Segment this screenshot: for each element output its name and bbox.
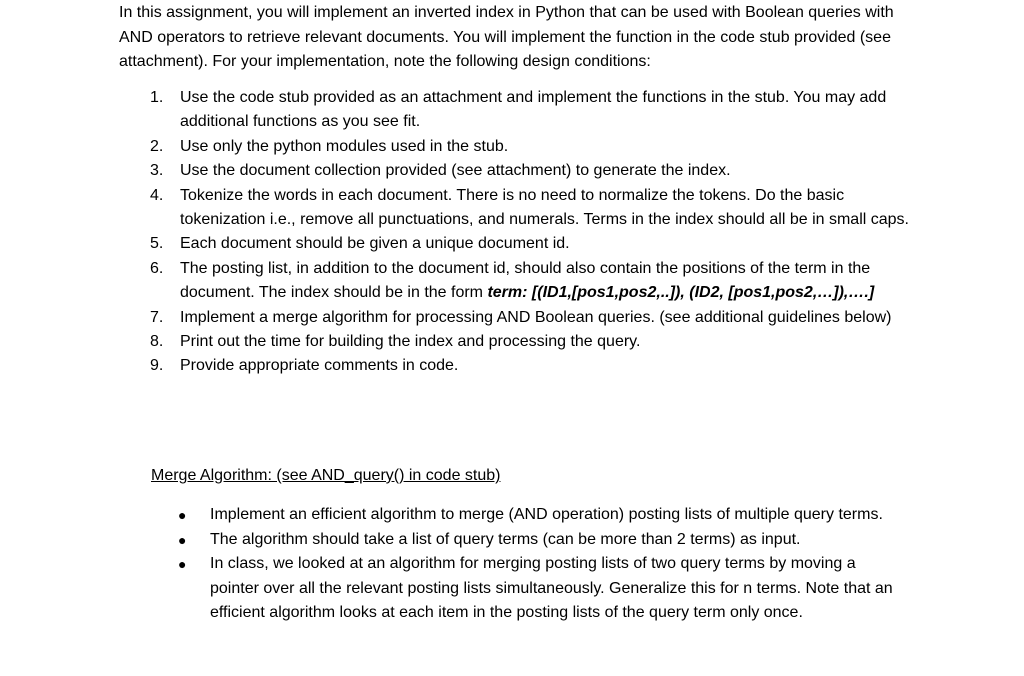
list-item (178, 528, 898, 553)
list-item-number: 8. (150, 333, 164, 351)
list-item-number: 3. (150, 162, 164, 180)
list-item (150, 135, 910, 159)
intro-text: In this assignment, you will implement an inverted index in Python that can be used with Boolean queries with AND operators to retrieve relevant documents. You will implement the function in the code stub provided (see attachment). For your implementation, note the following design conditions: (119, 4, 894, 70)
list-item-text: Use only the python modules used in the stub. (180, 137, 509, 155)
merge-algorithm-heading: Merge Algorithm: (see AND_query() in code stub) (151, 467, 501, 484)
list-item-number: 2. (150, 137, 164, 155)
list-item-number: 9. (150, 357, 164, 375)
list-item-text: The posting list, in addition to the document id, should also contain the positions of the term in the document. The index should be in the form (180, 259, 871, 302)
list-item (150, 354, 910, 378)
list-item-number: 5. (150, 235, 164, 253)
index-format-example: term: [(ID1,[pos1,pos2,..]), (ID2, [pos1,pos2,…]),….] (487, 284, 875, 302)
list-item (150, 306, 910, 330)
list-item-text: Each document should be given a unique document id. (180, 235, 570, 253)
list-item-number: 4. (150, 186, 164, 204)
list-item (150, 330, 910, 354)
list-item (150, 232, 910, 256)
list-item (178, 503, 898, 528)
bullet-icon: ● (178, 507, 187, 523)
list-item (150, 159, 910, 183)
list-item-number: 7. (150, 308, 164, 326)
list-item-text: Tokenize the words in each document. There is no need to normalize the tokens. Do the basic tokenization i.e., remove all punctuations, and numerals. Terms in the index should all be in small caps. (180, 186, 909, 229)
list-item-text: The algorithm should take a list of query terms (can be more than 2 terms) as input. (210, 530, 801, 548)
list-item (150, 257, 910, 306)
list-item-text: Use the code stub provided as an attachment and implement the functions in the stub. You may add additional functions as you see fit. (180, 89, 887, 131)
bullet-icon: ● (178, 531, 187, 548)
list-item-number: 1. (150, 89, 164, 106)
list-item-text: Provide appropriate comments in code. (180, 357, 459, 375)
list-item-number: 6. (150, 259, 164, 277)
list-item-text: Print out the time for building the index and processing the query. (180, 333, 641, 351)
list-item (178, 552, 898, 626)
list-item-text: Use the document collection provided (see attachment) to generate the index. (180, 162, 731, 180)
list-item-text: In class, we looked at an algorithm for merging posting lists of two query terms by moving a pointer over all the relevant posting lists simultaneously. Generalize this for n terms. Note that an efficient algorithm looks at each item in the posting lists of the query term only once. (210, 555, 893, 621)
list-item (150, 86, 910, 135)
list-item-text: Implement an efficient algorithm to merge (AND operation) posting lists of multiple query terms. (210, 506, 883, 523)
merge-guidelines-list (178, 503, 898, 626)
intro-paragraph (119, 1, 919, 75)
list-item-text: Implement a merge algorithm for processing AND Boolean queries. (see additional guidelines below) (180, 308, 892, 326)
bullet-icon: ● (178, 556, 187, 572)
design-conditions-list (150, 86, 910, 379)
list-item (150, 184, 910, 233)
